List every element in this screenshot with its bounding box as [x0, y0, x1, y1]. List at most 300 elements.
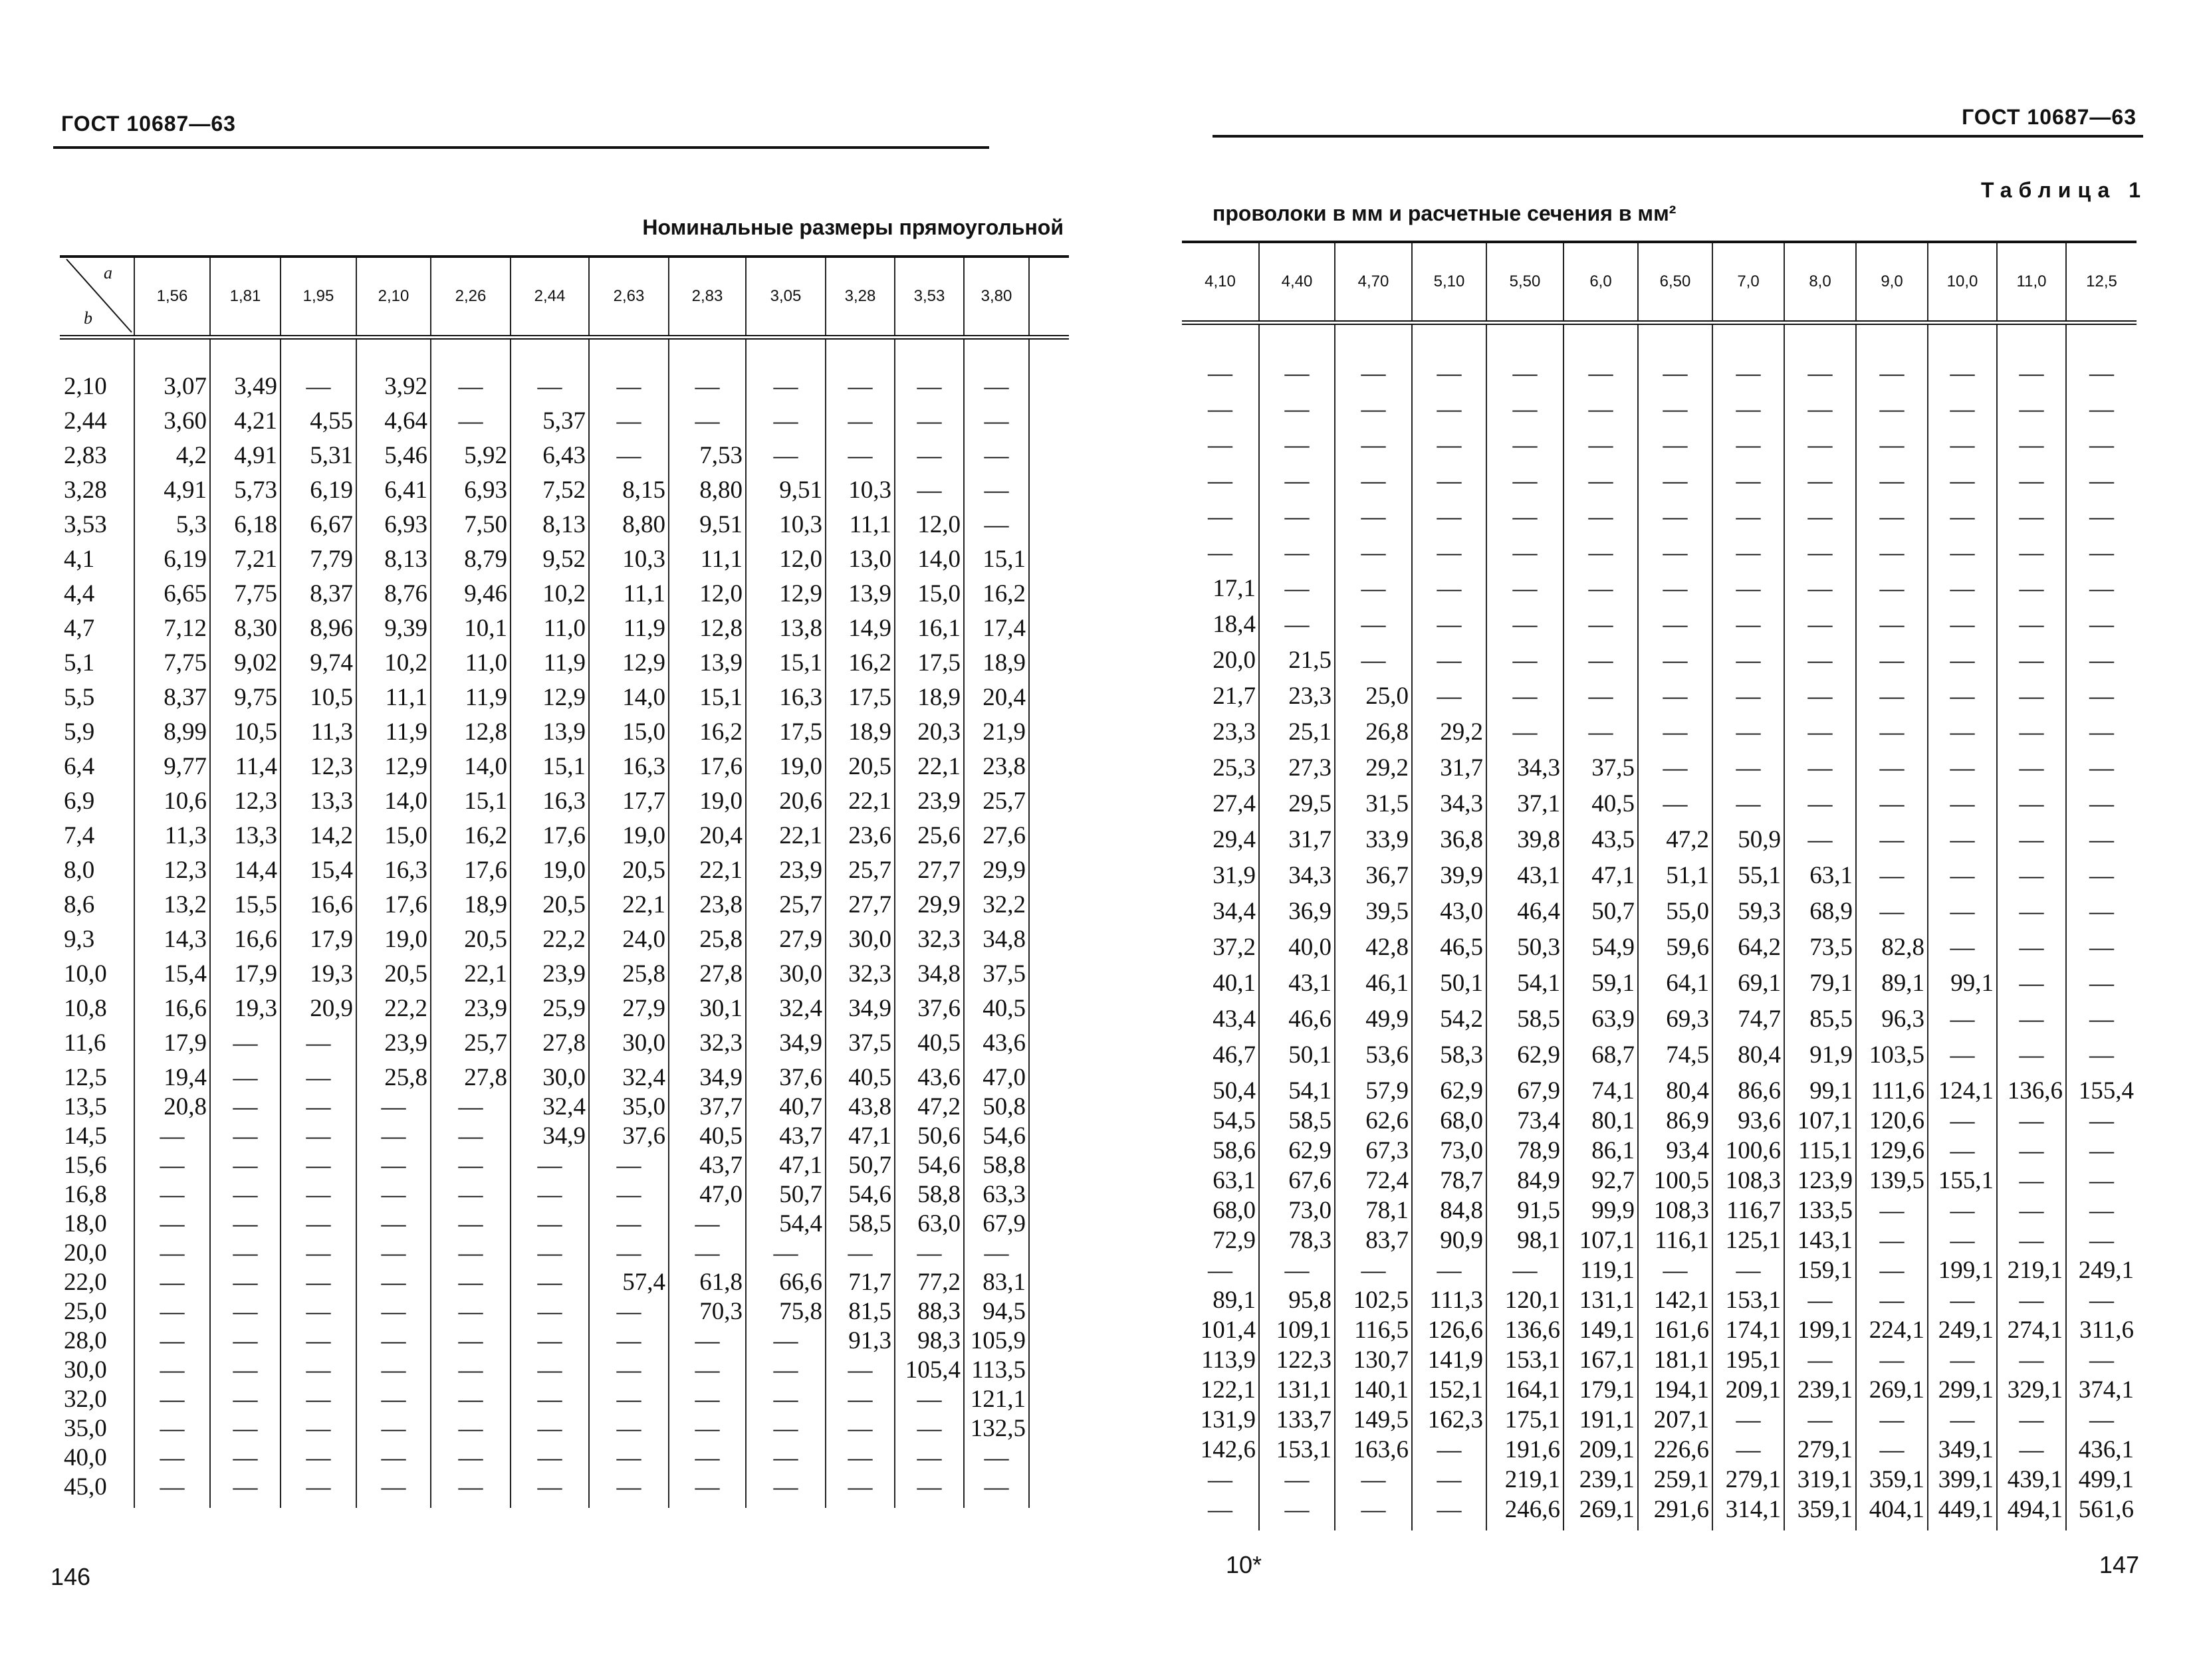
- table-cell: 319,1: [1784, 1464, 1856, 1494]
- table-cell: 42,8: [1335, 926, 1412, 962]
- table-cell: 6,65: [134, 574, 210, 608]
- table-cell: 93,4: [1638, 1135, 1712, 1165]
- table-cell: 191,6: [1486, 1434, 1563, 1464]
- table-cell: —: [1638, 746, 1712, 782]
- table-row: [1182, 423, 2137, 459]
- table-cell: —: [1412, 495, 1486, 531]
- table-cell: —: [589, 1355, 669, 1384]
- table-cell: 279,1: [1784, 1434, 1856, 1464]
- table-cell: —: [1563, 387, 1638, 423]
- table-row: [60, 1472, 1069, 1508]
- table-row: [60, 338, 1069, 401]
- column-header-a: 9,0: [1856, 242, 1928, 323]
- table-cell: —: [895, 435, 964, 470]
- table-cell: —: [1856, 567, 1928, 603]
- table-cell: 195,1: [1712, 1344, 1784, 1374]
- table-row: [1182, 998, 2137, 1033]
- table-row: [60, 746, 1069, 781]
- table-cell: 27,8: [669, 954, 746, 988]
- table-cell: 58,3: [1412, 1033, 1486, 1069]
- table-cell: 5,46: [356, 435, 431, 470]
- table-cell: 121,1: [964, 1384, 1029, 1414]
- table-cell: 7,53: [669, 435, 746, 470]
- table-cell: —: [1784, 746, 1856, 782]
- table-cell: 131,1: [1563, 1285, 1638, 1314]
- table-cell: 22,1: [826, 781, 895, 815]
- table-cell: 109,1: [1259, 1314, 1335, 1344]
- table-cell: —: [134, 1384, 210, 1414]
- table-cell: —: [1259, 495, 1335, 531]
- table-cell: 86,1: [1563, 1135, 1638, 1165]
- table-row: [60, 608, 1069, 643]
- table-cell: 100,5: [1638, 1165, 1712, 1195]
- table-cell: 20,5: [356, 954, 431, 988]
- table-cell: 47,1: [1563, 854, 1638, 890]
- table-cell: —: [1997, 603, 2066, 639]
- table-cell: —: [431, 338, 511, 401]
- table-cell: 404,1: [1856, 1494, 1928, 1530]
- table-cell: —: [511, 1326, 589, 1355]
- table-cell: 25,9: [511, 988, 589, 1023]
- table-cell: 22,2: [356, 988, 431, 1023]
- table-cell: 12,0: [895, 504, 964, 539]
- table-cell: —: [1335, 387, 1412, 423]
- table-cell: —: [1638, 710, 1712, 746]
- row-header-b: 35,0: [64, 1415, 107, 1442]
- table-cell: —: [1928, 854, 1997, 890]
- blank-cell: [1029, 1355, 1069, 1384]
- table-cell: 64,2: [1712, 926, 1784, 962]
- table-cell: —: [1486, 323, 1563, 388]
- table-cell: 54,4: [746, 1209, 826, 1238]
- table-row: [60, 470, 1069, 504]
- table-cell: 43,1: [1486, 854, 1563, 890]
- table-cell: —: [1563, 639, 1638, 675]
- table-cell: 174,1: [1712, 1314, 1784, 1344]
- table-cell: 152,1: [1412, 1374, 1486, 1404]
- table-row: [1182, 1434, 2137, 1464]
- table-cell: 69,1: [1712, 962, 1784, 998]
- table-cell: —: [1259, 1255, 1335, 1285]
- table-cell: 120,1: [1486, 1285, 1563, 1314]
- table-cell: —: [964, 504, 1029, 539]
- table-cell: 40,7: [746, 1092, 826, 1121]
- table-cell: —: [1712, 387, 1784, 423]
- row-header-b: 2,83: [64, 442, 107, 469]
- table-cell: 139,5: [1856, 1165, 1928, 1195]
- table-cell: 359,1: [1856, 1464, 1928, 1494]
- table-cell: —: [1928, 639, 1997, 675]
- table-cell: 4,91: [210, 435, 281, 470]
- table-cell: 66,6: [746, 1267, 826, 1297]
- table-cell: —: [1638, 603, 1712, 639]
- table-cell: —: [210, 1355, 281, 1384]
- table-cell: 83,1: [964, 1267, 1029, 1297]
- table-cell: —: [134, 1121, 210, 1150]
- table-cell: 6,41: [356, 470, 431, 504]
- row-header-b: 4,1: [64, 546, 95, 573]
- table-cell: 22,1: [431, 954, 511, 988]
- table-cell: —: [1208, 431, 1232, 459]
- table-cell: 62,6: [1335, 1105, 1412, 1135]
- table-cell: 92,7: [1563, 1165, 1638, 1195]
- table-cell: 19,0: [746, 746, 826, 781]
- table-cell: 46,7: [1213, 1041, 1256, 1069]
- table-cell: 27,6: [964, 815, 1029, 850]
- table-cell: —: [356, 1150, 431, 1180]
- table-cell: 15,4: [134, 954, 210, 988]
- table-row: [1182, 603, 2137, 639]
- table-row: [1182, 1464, 2137, 1494]
- table-cell: —: [210, 1209, 281, 1238]
- table-cell: —: [1563, 459, 1638, 495]
- table-cell: —: [2066, 675, 2137, 710]
- table-cell: —: [210, 1297, 281, 1326]
- table-cell: 47,0: [964, 1057, 1029, 1092]
- table-cell: 99,9: [1563, 1195, 1638, 1225]
- table-cell: 11,3: [134, 815, 210, 850]
- table-cell: —: [1412, 459, 1486, 495]
- table-cell: —: [356, 1355, 431, 1384]
- table-cell: —: [134, 1209, 210, 1238]
- table-cell: 74,1: [1563, 1069, 1638, 1105]
- table-cell: —: [1784, 423, 1856, 459]
- table-cell: —: [1412, 603, 1486, 639]
- table-cell: 181,1: [1638, 1344, 1712, 1374]
- table-cell: —: [356, 1209, 431, 1238]
- table-cell: 43,4: [1213, 1005, 1256, 1033]
- row-header-b: 6,4: [64, 753, 95, 780]
- table-cell: —: [1928, 531, 1997, 567]
- table-cell: 31,7: [1259, 818, 1335, 854]
- table-cell: 51,1: [1638, 854, 1712, 890]
- table-cell: 10,5: [281, 677, 356, 712]
- row-header-b: 8,6: [64, 891, 95, 918]
- table-cell: —: [2066, 531, 2137, 567]
- table-cell: —: [1335, 423, 1412, 459]
- table-cell: 20,4: [964, 677, 1029, 712]
- table-cell: —: [2066, 746, 2137, 782]
- table-cell: 8,30: [210, 608, 281, 643]
- table-cell: —: [1335, 531, 1412, 567]
- table-cell: —: [669, 401, 746, 435]
- table-cell: 99,1: [1928, 962, 1997, 998]
- table-cell: —: [826, 1384, 895, 1414]
- table-cell: 31,5: [1335, 782, 1412, 818]
- table-row: [1182, 495, 2137, 531]
- blank-cell: [1029, 746, 1069, 781]
- table-cell: 29,9: [895, 885, 964, 919]
- table-cell: 18,9: [964, 643, 1029, 677]
- table-cell: 140,1: [1335, 1374, 1412, 1404]
- table-cell: —: [281, 1443, 356, 1472]
- table-cell: 7,79: [281, 539, 356, 574]
- table-cell: 43,8: [826, 1092, 895, 1121]
- table-cell: 149,5: [1335, 1404, 1412, 1434]
- table-cell: —: [746, 1443, 826, 1472]
- table-cell: —: [826, 1238, 895, 1267]
- table-cell: —: [1412, 675, 1486, 710]
- table-cell: 67,9: [964, 1209, 1029, 1238]
- table-row: [1182, 387, 2137, 423]
- table-cell: —: [1784, 1404, 1856, 1434]
- table-row: [60, 1209, 1069, 1238]
- table-row: [1182, 890, 2137, 926]
- table-cell: 6,19: [134, 539, 210, 574]
- table-cell: 25,8: [356, 1057, 431, 1092]
- table-cell: 13,0: [826, 539, 895, 574]
- table-cell: 54,6: [964, 1121, 1029, 1150]
- table-cell: 73,0: [1412, 1135, 1486, 1165]
- table-cell: 95,8: [1259, 1285, 1335, 1314]
- table-cell: 54,1: [1486, 962, 1563, 998]
- table-cell: —: [356, 1384, 431, 1414]
- table-cell: 73,4: [1486, 1105, 1563, 1135]
- table-cell: —: [1997, 1404, 2066, 1434]
- table-cell: 17,6: [356, 885, 431, 919]
- table-cell: 14,9: [826, 608, 895, 643]
- table-cell: 25,7: [964, 781, 1029, 815]
- table-cell: 40,5: [895, 1023, 964, 1057]
- table-cell: —: [1928, 1225, 1997, 1255]
- table-cell: —: [1208, 1496, 1232, 1523]
- table-cell: 17,9: [134, 1023, 210, 1057]
- table-cell: 39,5: [1335, 890, 1412, 926]
- table-cell: —: [1335, 639, 1412, 675]
- table-cell: —: [1259, 567, 1335, 603]
- table-cell: 78,1: [1335, 1195, 1412, 1225]
- table-cell: —: [210, 1057, 281, 1092]
- table-row: [60, 988, 1069, 1023]
- table-cell: 43,7: [746, 1121, 826, 1150]
- table-cell: —: [1997, 639, 2066, 675]
- table-cell: —: [1784, 459, 1856, 495]
- table-cell: 74,5: [1638, 1033, 1712, 1069]
- row-header-b: 6,9: [64, 788, 95, 815]
- column-header-a: 2,10: [356, 257, 431, 338]
- table-cell: 12,9: [589, 643, 669, 677]
- table-cell: 30,0: [746, 954, 826, 988]
- table-cell: 29,5: [1259, 782, 1335, 818]
- table-cell: 16,2: [964, 574, 1029, 608]
- table-cell: —: [1928, 495, 1997, 531]
- table-cell: —: [210, 1414, 281, 1443]
- table-cell: —: [1928, 459, 1997, 495]
- table-cell: —: [281, 1023, 356, 1057]
- table-cell: 7,50: [431, 504, 511, 539]
- table-cell: 6,18: [210, 504, 281, 539]
- table-cell: 43,6: [895, 1057, 964, 1092]
- table-cell: —: [1712, 423, 1784, 459]
- table-cell: 19,3: [210, 988, 281, 1023]
- row-header-b: 25,0: [64, 1298, 107, 1325]
- table-cell: 27,9: [589, 988, 669, 1023]
- table-cell: —: [431, 1121, 511, 1150]
- blank-cell: [1029, 677, 1069, 712]
- row-header-b: 5,5: [64, 684, 95, 711]
- table-cell: 7,21: [210, 539, 281, 574]
- right-table-title: проволоки в мм и расчетные сечения в мм²: [1213, 201, 1677, 225]
- row-header-b: 3,53: [64, 511, 107, 538]
- table-cell: 15,0: [356, 815, 431, 850]
- table-cell: 32,3: [669, 1023, 746, 1057]
- table-cell: —: [1997, 1225, 2066, 1255]
- table-row: [1182, 567, 2137, 603]
- table-row: [60, 1023, 1069, 1057]
- table-cell: 25,1: [1259, 710, 1335, 746]
- table-row: [60, 954, 1069, 988]
- table-cell: 17,5: [826, 677, 895, 712]
- table-cell: —: [1208, 360, 1232, 387]
- table-cell: —: [1997, 567, 2066, 603]
- table-cell: —: [1856, 782, 1928, 818]
- row-header-b: 11,6: [64, 1029, 106, 1057]
- table-cell: 8,80: [589, 504, 669, 539]
- table-cell: —: [1712, 323, 1784, 388]
- table-row: [1182, 818, 2137, 854]
- column-header-a: 4,40: [1259, 242, 1335, 323]
- table-cell: —: [356, 1472, 431, 1508]
- blank-cell: [1029, 608, 1069, 643]
- table-cell: —: [210, 1092, 281, 1121]
- table-cell: 91,3: [826, 1326, 895, 1355]
- table-cell: —: [964, 401, 1029, 435]
- table-cell: —: [589, 1209, 669, 1238]
- table-cell: 46,5: [1412, 926, 1486, 962]
- table-cell: 274,1: [1997, 1314, 2066, 1344]
- table-cell: 18,9: [826, 712, 895, 746]
- table-cell: 16,3: [746, 677, 826, 712]
- table-row: [60, 850, 1069, 885]
- table-cell: 142,6: [1200, 1436, 1256, 1463]
- table-cell: —: [511, 1297, 589, 1326]
- table-cell: 31,9: [1213, 862, 1256, 889]
- table-cell: —: [2066, 1225, 2137, 1255]
- table-cell: 23,9: [431, 988, 511, 1023]
- table-cell: —: [1784, 710, 1856, 746]
- table-cell: —: [746, 338, 826, 401]
- table-cell: 13,3: [281, 781, 356, 815]
- column-header-a: 3,28: [826, 257, 895, 338]
- table-cell: 239,1: [1784, 1374, 1856, 1404]
- table-cell: 32,4: [746, 988, 826, 1023]
- table-cell: —: [356, 1443, 431, 1472]
- table-cell: 47,1: [746, 1150, 826, 1180]
- table-cell: 30,0: [589, 1023, 669, 1057]
- table-cell: 94,5: [964, 1297, 1029, 1326]
- table-cell: 4,2: [134, 435, 210, 470]
- table-cell: 40,0: [1259, 926, 1335, 962]
- table-cell: 34,3: [1486, 746, 1563, 782]
- table-cell: 50,7: [826, 1150, 895, 1180]
- table-cell: —: [1712, 459, 1784, 495]
- table-cell: 23,9: [895, 781, 964, 815]
- table-cell: —: [2066, 998, 2137, 1033]
- table-cell: —: [431, 401, 511, 435]
- table-cell: 22,1: [669, 850, 746, 885]
- table-cell: 43,5: [1563, 818, 1638, 854]
- table-row: [1182, 1255, 2137, 1285]
- table-cell: —: [1784, 675, 1856, 710]
- table-cell: 86,6: [1712, 1069, 1784, 1105]
- table-cell: —: [1856, 495, 1928, 531]
- table-cell: 10,1: [431, 608, 511, 643]
- table-cell: 64,1: [1638, 962, 1712, 998]
- table-cell: —: [2066, 818, 2137, 854]
- table-cell: 75,8: [746, 1297, 826, 1326]
- table-cell: 11,9: [589, 608, 669, 643]
- table-cell: 4,55: [281, 401, 356, 435]
- table-cell: —: [356, 1180, 431, 1209]
- table-cell: 15,1: [511, 746, 589, 781]
- table-cell: 102,5: [1335, 1285, 1412, 1314]
- table-cell: 226,6: [1638, 1434, 1712, 1464]
- table-cell: —: [964, 1238, 1029, 1267]
- table-cell: —: [826, 1443, 895, 1472]
- table-cell: 4,21: [210, 401, 281, 435]
- left-dimensions-table: [60, 255, 1069, 1508]
- table-cell: 58,8: [964, 1150, 1029, 1180]
- table-cell: 54,1: [1259, 1069, 1335, 1105]
- table-cell: 9,46: [431, 574, 511, 608]
- table-cell: 4,91: [134, 470, 210, 504]
- table-cell: 34,9: [511, 1121, 589, 1150]
- table-cell: 6,93: [356, 504, 431, 539]
- table-cell: 16,1: [895, 608, 964, 643]
- table-cell: —: [431, 1326, 511, 1355]
- table-cell: —: [431, 1414, 511, 1443]
- left-header-rule: [53, 146, 989, 149]
- table-cell: 7,75: [210, 574, 281, 608]
- table-row: [60, 504, 1069, 539]
- table-cell: 219,1: [1997, 1255, 2066, 1285]
- table-cell: 299,1: [1928, 1374, 1997, 1404]
- table-cell: —: [1335, 1255, 1412, 1285]
- blank-cell: [1029, 1057, 1069, 1092]
- table-cell: 179,1: [1563, 1374, 1638, 1404]
- table-cell: —: [431, 1180, 511, 1209]
- table-row: [60, 435, 1069, 470]
- table-cell: —: [1856, 1285, 1928, 1314]
- row-header-b: 22,0: [64, 1269, 107, 1296]
- table-cell: 40,5: [826, 1057, 895, 1092]
- table-cell: 16,2: [669, 712, 746, 746]
- table-cell: 14,0: [356, 781, 431, 815]
- table-cell: 20,8: [134, 1092, 210, 1121]
- table-cell: —: [589, 1150, 669, 1180]
- left-table-title: Номинальные размеры прямоугольной: [642, 215, 1064, 239]
- table-cell: —: [1997, 890, 2066, 926]
- table-cell: 5,73: [210, 470, 281, 504]
- table-cell: 34,9: [826, 988, 895, 1023]
- table-cell: 153,1: [1259, 1434, 1335, 1464]
- blank-cell: [1029, 1472, 1069, 1508]
- table-cell: 23,9: [746, 850, 826, 885]
- table-row: [1182, 1165, 2137, 1195]
- table-cell: —: [210, 1150, 281, 1180]
- table-cell: —: [1997, 962, 2066, 998]
- table-cell: —: [1208, 539, 1232, 566]
- table-cell: —: [1997, 782, 2066, 818]
- table-cell: 23,9: [511, 954, 589, 988]
- table-row: [1182, 1494, 2137, 1530]
- table-cell: 194,1: [1638, 1374, 1712, 1404]
- table-cell: 67,6: [1259, 1165, 1335, 1195]
- table-cell: 37,5: [826, 1023, 895, 1057]
- table-cell: 15,5: [210, 885, 281, 919]
- table-cell: 374,1: [2066, 1374, 2137, 1404]
- right-header-rule: [1213, 135, 2143, 138]
